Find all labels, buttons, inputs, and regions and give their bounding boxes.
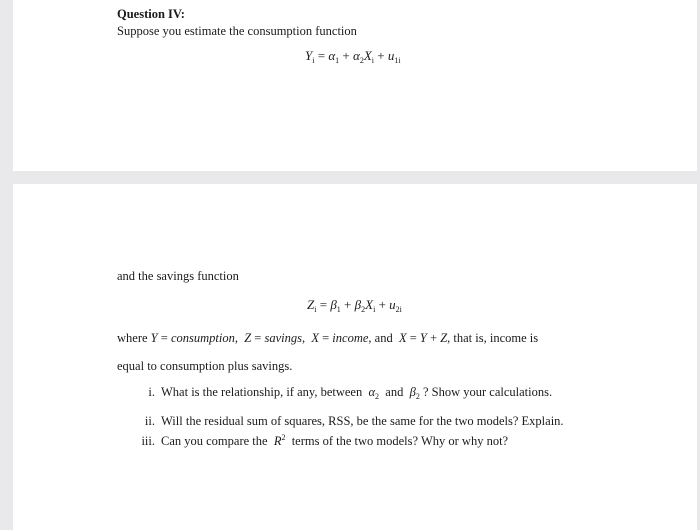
page-two bbox=[13, 184, 697, 530]
list-item: i. What is the relationship, if any, between $\alpha_2$ and $\beta_2$ ? Show your calculations. bbox=[148, 385, 553, 401]
consumption-intro: Suppose you estimate the consumption function bbox=[117, 24, 357, 38]
variable-definitions: where Y = consumption, Z = savings, X = income, and X = Y + Z, that is, income is bbox=[117, 331, 539, 345]
consumption-equation: $Y_i = \alpha_1 + \alpha_2X_i + u_{1i}$ bbox=[305, 48, 401, 65]
page-one bbox=[13, 0, 697, 171]
savings-intro: and the savings function bbox=[117, 269, 239, 283]
savings-equation: $Z_i = \beta_1 + \beta_2X_i + u_{2i}$ bbox=[307, 297, 402, 314]
question-heading: Question IV: bbox=[117, 7, 185, 21]
list-item: ii. Will the residual sum of squares, RSS, be the same for the two models? Explain. bbox=[144, 414, 564, 428]
definition-continuation: equal to consumption plus savings. bbox=[117, 359, 293, 373]
list-item: iii. Can you compare the $R^2$ terms of the two models? Why or why not? bbox=[141, 433, 509, 448]
